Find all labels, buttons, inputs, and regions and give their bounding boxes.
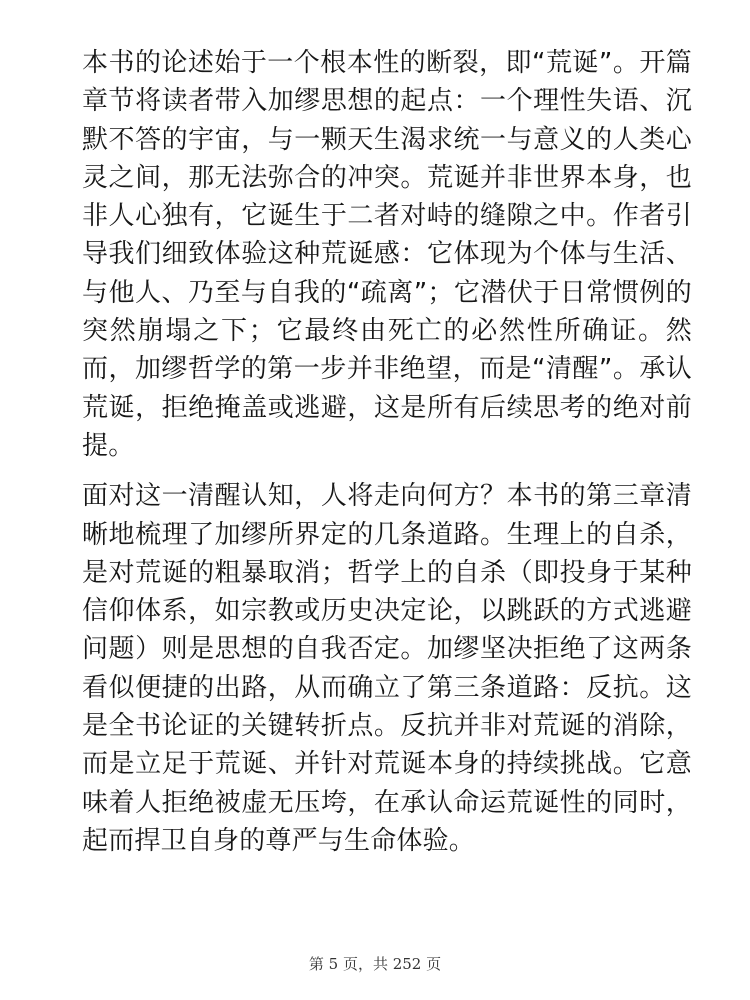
paragraph-revolt: 面对这一清醒认知，人将走向何方？本书的第三章清晰地梳理了加缪所界定的几条道路。生理上的自杀，是对荒诞的粗暴取消；哲学上的自杀（即投身于某种信仰体系，如宗教或历史决定论，以跳跃的方式逃避问题）则是思想的自我否定。加缪坚决拒绝了这两条看似便捷的出路，从而确立了第三条道路：反抗。这是全书论证的关键转折点。反抗并非对荒诞的消除，而是立足于荒诞、并针对荒诞本身的持续挑战。它意味着人拒绝被虚无压垮，在承认命运荒诞性的同时，起而捍卫自身的尊严与生命体验。 bbox=[82, 481, 692, 856]
paragraph-absurd: 本书的论述始于一个根本性的断裂，即“荒诞”。开篇章节将读者带入加缪思想的起点：一个理性失语、沉默不答的宇宙，与一颗天生渴求统一与意义的人类心灵之间，那无法弥合的冲突。荒诞并非世界本身，也非人心独有，它诞生于二者对峙的缝隙之中。作者引导我们细致体验这种荒诞感：它体现为个体与生活、与他人、乃至与自我的“疏离”；它潜伏于日常惯例的突然崩塌之下；它最终由死亡的必然性所确证。然而，加缪哲学的第一步并非绝望，而是“清醒”。承认荒诞，拒绝掩盖或逃避，这是所有后续思考的绝对前提。 bbox=[82, 48, 692, 461]
page-number: 第 5 页，共 252 页 bbox=[308, 955, 442, 973]
